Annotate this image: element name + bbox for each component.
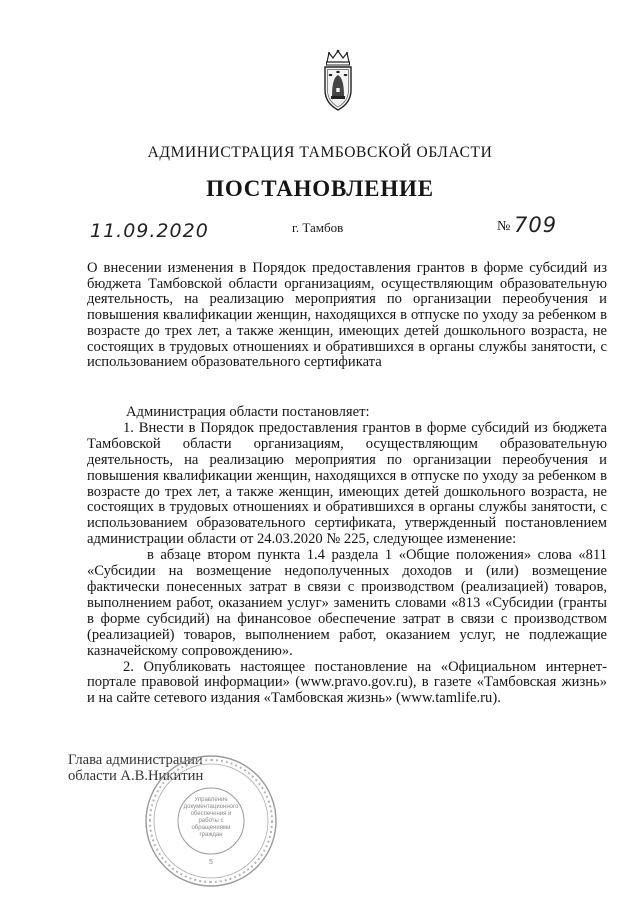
- decree-item-1: 1. Внести в Порядок предоставления грантов в форме субсидий из бюджета Тамбовской области организациям, осуществляющим образовательную деятельность, на реализацию мероприятия по организации переобучения и повышения квалификации женщин, находящихся в отпуске по уходу за ребенком в возрасте до трех лет, а также женщин, имеющих детей дошкольного возраста, не состоящих в трудовых отношениях и обратившихся в органы службы занятости, с использованием образовательного сертификата, утвержденный постановлением администрации области от 24.03.2020 № 225, следующее изменение:: [87, 419, 607, 548]
- stamp-bottom-number: 5: [209, 859, 213, 866]
- decree-subject: О внесении изменения в Порядок предоставления грантов в форме субсидий из бюджета Тамбовской области организациям, осуществляющим образовательную деятельность, на реализацию мероприятия по организации переобучения и повышения квалификации женщин, находящихся в отпуске по уходу за ребенком в возрасте до трех лет, а также женщин, имеющих детей дошкольного возраста, не состоящих в трудовых отношениях и обратившихся в органы службы занятости, с использованием образовательного сертификата: [87, 260, 607, 371]
- signer-title: Глава администрации: [68, 752, 203, 768]
- decree-body: [87, 405, 607, 707]
- decree-number-label: №: [497, 219, 511, 234]
- decree-number: 709: [514, 213, 558, 237]
- document-type: ПОСТАНОВЛЕНИЕ: [206, 176, 434, 201]
- decree-date: 11.09.2020: [90, 220, 209, 242]
- decree-item-1-change: в абзаце втором пункта 1.4 раздела 1 «Общие положения» слова «811 «Субсидии на возмещение недополученных доходов и (или) возмещение фактически понесенных затрат в связи с производством (реализацией) товаров, выполнением работ, оказанием услуг» заменить словами «813 «Субсидии (гранты в форме субсидий) на финансовое обеспечение затрат в связи с производством (реализацией) товаров, выполнением работ, оказанием услуг, не подлежащие казначейскому сопровождению».: [87, 547, 607, 659]
- decree-intro: Администрация области постановляет:: [126, 404, 370, 420]
- decree-item-2: 2. Опубликовать настоящее постановление на «Официальном интернет-портале правовой информации» (www.pravo.gov.ru), в газете «Тамбовская жизнь» и на сайте сетевого издания «Тамбовская жизнь» (www.tamlife.ru).: [87, 658, 607, 707]
- decree-city: г. Тамбов: [292, 220, 344, 235]
- organization-title: АДМИНИСТРАЦИЯ ТАМБОВСКОЙ ОБЛАСТИ: [147, 144, 493, 161]
- coat-of-arms-icon: [318, 48, 358, 114]
- signer-name: области А.В.Никитин: [68, 768, 204, 784]
- stamp-center-text: Управление документационного обеспечения и работы с обращениями граждан: [183, 797, 239, 838]
- official-stamp-icon: [142, 752, 280, 890]
